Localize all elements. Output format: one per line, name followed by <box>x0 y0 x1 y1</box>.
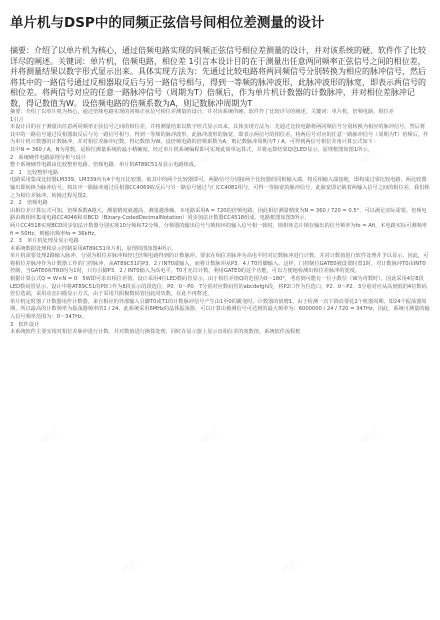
software-paragraph: 本系统软件主要实现对相位差脉冲进行计数，并对数值进行换算处理，同时在显示器上显示出相位差的度数值。系统软件流程框 <box>10 329 301 336</box>
watermark-text <box>198 426 220 446</box>
watermark-text <box>278 556 300 576</box>
abstract-repeat: 摘要：介绍了以单片机为核心，通过倍频电路实现的同频正弦信号相位差测量的设计，并对该系统的硬、软件作了比较详尽的阐述。关键词：单片机，倍频电路，相位差 <box>10 109 394 115</box>
multiplier-paragraph-2: 两片CC4518实现BCD同步加法计数器分别实现10分频和72分频。分频器的输出信号与锁相环的输入信号相一致时，锁相环芯片锁存输出的信号频率为fo = Afi，本电路实际可测频率fi = 50Hz，则输出频率fo = 36kHz。 <box>10 222 427 237</box>
hardware-paragraph: 整个系统硬件电路由比较整形电路、倍频电路、单片机AT89C51及显示电路组成。 <box>10 162 200 169</box>
abstract-section <box>10 46 430 109</box>
multiplier-paragraph: 由相位差计算公式可知，倍频系数A越大，测量精度就越高，测量越准确。本电路采用A = 720的倍频电路，因此相位测量精度为N = 360 / 720 = 0.5°，可以满足实际需要。倍频电路由锁相环集成电路CC4046和双BCD（Binary-CodedDecimalNotation）同步加法计数器CC4518组成。电路框图如图3所示。 <box>10 207 427 222</box>
document-title: 单片机与DSP中的同频正弦信号间相位差测量的设计 <box>10 15 325 31</box>
formula-explanation: 其中N = 360 / A，N为常数，是相位测量系统的最小精确度。经过单片机系统编程即可实现此简单运算式，并将运算结果Q送LED显示。原理框图如图1所示。 <box>10 146 373 153</box>
document-body <box>10 109 430 337</box>
subsection-heading-multiplier: 2．2 倍频电路 <box>10 200 48 207</box>
subsection-heading-comparator: 2．1 比较整形电路 <box>10 169 59 176</box>
watermark-text <box>118 556 140 576</box>
abstract-paragraph: 摘要：介绍了以单片机为核心，通过倍频电路实现的同频正弦信号相位差测量的设计，并对该系统的硬、软件作了比较详尽的阐述。关键词：单片机，倍频电路，相位差 1引言本设计目的在于测量出任意两同频率正弦信号之间的相位差，并将测量结果以数字形式显示出来。具体实现方法为：先通过比较电路将两同频信号分别转换为相应的脉冲信号，然后将其中的一路信号通过反相器取反后与另一路信号相与，得到一等频的脉冲波形，此脉冲波形的脉宽，即表示两信号的相位差。将两信号对应的任意一路脉冲信号（周期为T）倍频后，作为单片机计数器的计数脉冲，并对相位差脉冲记数，得记数值为W。设倍频电路的倍频系数为A，则记数脉冲周期为T <box>10 46 426 108</box>
watermark-text <box>358 426 380 446</box>
intro-paragraph: 本设计目的在于测量出任意两同频率正弦信号之间的相位差，并将测量结果以数字形式显示出来。具体实现方法为：先通过比较电路将两同频信号分别转换为相应的脉冲信号，然后将其中的一路信号通过反相器取反后与另一路信号相与，得到一等频的脉冲波形，此脉冲波形的脉宽，即表示两信号的相位差。将两信号对应的任意一路脉冲信号（周期为T）倍频后，作为单片机计数器的计数脉冲，并对相位差脉冲记数，得记数值为W。设倍频电路的倍频系数为A，则记数脉冲周期为T / A，可得到两信号相位差角计算公式如下： <box>10 124 429 146</box>
mcu-paragraph-2: 单片机需要处理2路输入脉冲，分别为相位差脉冲和经过倍频电路得到的计数脉冲。要求在相位差脉冲为高电平时对记数脉冲进行计数，并对计数值进行软件处理并予以显示。因此，可将相位差脉冲作为计数器工作的门控脉冲，从AT89C51的P3．2 / INT0端输入，而将计数脉冲从P3．4 / T0管脚输入。这样，门控制位GATE0被设置时置1时，对计数脉冲T0由INT0控制，当GATE0和TR0均为1时，只有引脚P3．2 / INT0输入为高电平，T0才允许计数。利用GATE0的这个功能，可以方便地检测出相位差脉冲的宽度。 <box>10 253 429 275</box>
comparator-paragraph: 电路采用集成比较器LM339。LM339内有4个电压比较器，取其中的两个比较器即可。两路信号分别接两个比较器的同相输入端，将反相输入端接地，即构成过零比较电路。两比较器输出即转换为脉冲信号。将其中一路脉冲通过反相器CC4069取反后与另一路信号通过与门CC4081相与，可得一等脉宽的脉冲信号，此脉宽即记载着两输入信号之间的相位差，我们称之为相位差脉冲。转换过程见图2。 <box>10 177 430 199</box>
mcu-paragraph-3: 根据计算公式Q = W×N = 0．5W即可求出相位差值。设计采用4位LED数码管显示，由于相位差值Q的范围为0～180°，考虑到可能有一位小数位（W为奇数时），因此采用4位8段LED数码管显示。设计中将AT89C51的P0口作为8段显示的段选位，P0．0～P0．7分别对应数码管的abcdefgh段，将P2口作为位选口，P2．0～P2．3分别对应从高到低的4位数码管位选端，采用动态扫描显示方式，由于采用共阳极数码管因此同负数，在此不再赘述。 <box>10 276 427 298</box>
watermark-text <box>38 426 60 446</box>
section-heading-intro: 1引言 <box>10 116 24 123</box>
section-heading-hardware: 2 系统硬件电路原理分析与设计 <box>10 154 86 161</box>
subsection-heading-mcu: 2．3 单片机处理及显示电路 <box>10 238 79 245</box>
mcu-paragraph-4: 单片机定时器 / 计数器用作计数器，来自相应的外部输入引脚T0或T1的计数脉冲信号产生由1至0的跳变时，计数器的值增1。由于检测一次下降沿要花2个机器周期，即24个振荡器周期，所以最高的计数频率为振荡器频率的1 / 24。此系统采用6MHz的晶体振荡器，可以计算出被测信号可达到的最大频率为：6000000 / 24 / 720 = 347Hz，因此，系统可测量的输入信号频率范围为：0～347Hz。 <box>10 298 430 321</box>
mcu-paragraph: 本系统数据处理和显示控制采用AT89C51单片机。原理简图如图4所示。 <box>10 245 177 252</box>
section-heading-software: 3 软件设计 <box>10 321 40 328</box>
